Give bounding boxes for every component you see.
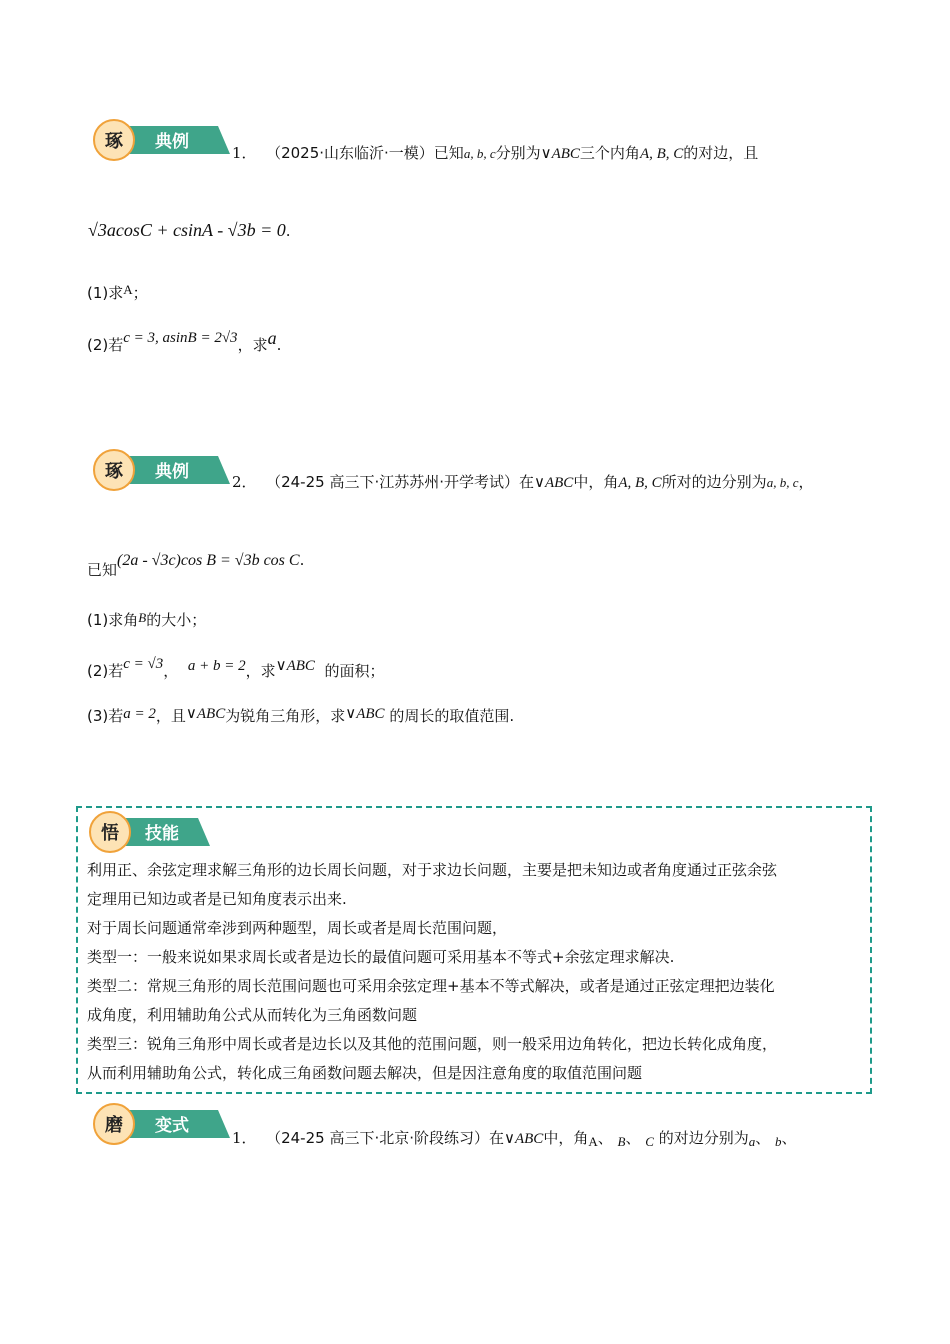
example-1-question-1: (1)求A； <box>87 282 148 302</box>
skill-line: 从而利用辅助角公式，转化成三角函数问题去解决，但是因注意角度的取值范围问题 <box>87 1064 643 1082</box>
example-badge-2 <box>90 448 230 492</box>
badge-label: 典例 <box>155 132 189 152</box>
skill-line: 类型三：锐角三角形中周长或者是边长以及其他的范围问题，则一般采用边角转化，把边长转化成角度， <box>87 1035 778 1053</box>
example-2-header: 2． （24-25 高三下·江苏苏州·开学考试）在∨ABC中，角A, B, C所对的边分别为a, b, c， <box>232 473 814 491</box>
example-2-question-3: (3)若a = 2，且∨ABC为锐角三角形，求∨ABC 的周长的取值范围. <box>87 706 515 725</box>
skill-line: 定理用已知边或者是已知角度表示出来. <box>87 890 347 908</box>
badge-char: 琢 <box>105 131 123 152</box>
badge-label: 变式 <box>155 1116 189 1136</box>
example-1-question-2: (2)若c = 3, asinB = 2√3，求a. <box>87 328 282 354</box>
skill-line: 成角度，利用辅助角公式从而转化为三角函数问题 <box>87 1006 418 1024</box>
example-2-question-1: (1)求角B的大小； <box>87 610 207 629</box>
skill-text <box>87 856 867 1088</box>
skill-line: 对于周长问题通常牵涉到两种题型，周长或者是周长范围问题， <box>87 919 508 937</box>
example-1-equation: √3acosC + csinA - √3b = 0. <box>88 220 291 240</box>
example-1-header: 1． （2025·山东临沂·一模）已知a, b, c分别为∨ABC三个内角A, B, C的对边，且 <box>232 144 759 162</box>
example-2-question-2: (2)若c = √3， a + b = 2，求∨ABC 的面积； <box>87 656 385 680</box>
badge-label: 技能 <box>145 824 179 844</box>
skill-line: 类型二：常规三角形的周长范围问题也可采用余弦定理+基本不等式解决，或者是通过正弦定理把边装化 <box>87 977 775 995</box>
badge-label: 典例 <box>155 462 189 482</box>
badge-char: 琢 <box>105 461 123 482</box>
variant-1-header: 1． （24-25 高三下·北京·阶段练习）在∨ABC中，角A、 B、 C 的对边分别为a、 b、 <box>232 1129 797 1149</box>
skill-badge <box>86 810 226 854</box>
variant-badge <box>90 1102 230 1146</box>
skill-line: 利用正、余弦定理求解三角形的边长周长问题，对于求边长问题，主要是把未知边或者角度通过正弦余弦 <box>87 861 778 879</box>
badge-char: 磨 <box>105 1115 123 1136</box>
skill-line: 类型一：一般来说如果求周长或者是边长的最值问题可采用基本不等式+余弦定理求解决. <box>87 948 675 966</box>
example-badge-1 <box>90 118 230 162</box>
example-2-equation: 已知(2a - √3c)cos B = √3b cos C. <box>87 551 305 579</box>
badge-char: 悟 <box>101 823 119 844</box>
